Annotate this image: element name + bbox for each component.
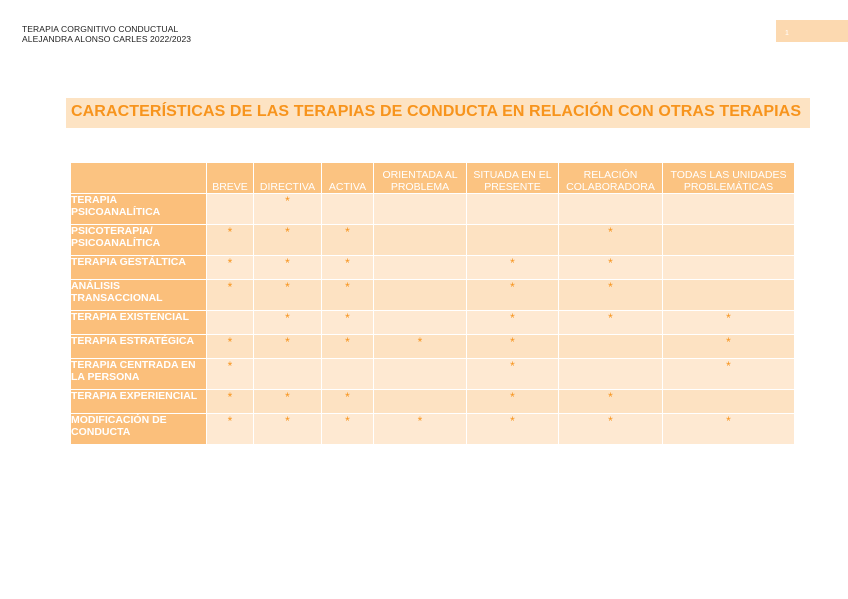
table-cell: *	[374, 335, 466, 358]
table-cell: *	[322, 256, 373, 279]
table-row-terapia-estrategica	[71, 335, 794, 358]
table-cell	[374, 256, 466, 279]
row-header: MODIFICACIÓN DE CONDUCTA	[71, 414, 206, 444]
table-cell: *	[559, 414, 662, 444]
table-cell	[663, 256, 794, 279]
document-header	[22, 24, 191, 44]
table-cell	[207, 194, 253, 224]
column-header-directiva: DIRECTIVA	[254, 163, 321, 193]
table-cell: *	[663, 414, 794, 444]
table-cell: *	[467, 414, 558, 444]
table-cell	[467, 194, 558, 224]
table-cell: *	[207, 225, 253, 255]
table-cell: *	[254, 194, 321, 224]
table-cell	[467, 225, 558, 255]
table-cell: *	[559, 256, 662, 279]
table-cell: *	[254, 335, 321, 358]
table-cell: *	[207, 359, 253, 389]
table-cell	[663, 194, 794, 224]
table-cell	[559, 359, 662, 389]
row-header: TERAPIA EXISTENCIAL	[71, 311, 206, 334]
table-cell: *	[322, 280, 373, 310]
column-header-situada-en-el-presente: SITUADA EN EL PRESENTE	[467, 163, 558, 193]
table-cell: *	[254, 256, 321, 279]
table-row-psicoterapia-psicoanalitica	[71, 225, 794, 255]
table-cell: *	[322, 335, 373, 358]
table-cell	[322, 359, 373, 389]
row-header: TERAPIA ESTRATÉGICA	[71, 335, 206, 358]
table-cell: *	[207, 280, 253, 310]
table-cell: *	[467, 311, 558, 334]
table-cell: *	[254, 311, 321, 334]
column-header-relacion-colaboradora: RELACIÓN COLABORADORA	[559, 163, 662, 193]
header-course-title: TERAPIA CORGNITIVO CONDUCTUAL	[22, 24, 179, 34]
table-cell: *	[254, 225, 321, 255]
therapies-comparison-table	[70, 162, 795, 445]
row-header: PSICOTERAPIA/ PSICOANALÍTICA	[71, 225, 206, 255]
table-cell	[663, 390, 794, 413]
table-cell: *	[467, 359, 558, 389]
table-cell	[559, 194, 662, 224]
table-cell	[374, 194, 466, 224]
table-cell	[254, 359, 321, 389]
table-cell: *	[207, 390, 253, 413]
table-header-row	[71, 163, 794, 193]
table-row-terapia-centrada-en-la-persona	[71, 359, 794, 389]
table-cell: *	[663, 359, 794, 389]
table-cell: *	[467, 256, 558, 279]
row-header: ANÁLISIS TRANSACCIONAL	[71, 280, 206, 310]
page-number-tab: 1	[776, 20, 848, 42]
table-row-analisis-transaccional	[71, 280, 794, 310]
row-header: TERAPIA EXPERIENCIAL	[71, 390, 206, 413]
table-cell: *	[559, 280, 662, 310]
table-cell: *	[663, 335, 794, 358]
table-cell	[374, 359, 466, 389]
table-cell	[374, 225, 466, 255]
table-cell: *	[559, 311, 662, 334]
table-cell	[374, 311, 466, 334]
table-cell: *	[254, 390, 321, 413]
header-author: ALEJANDRA ALONSO CARLES 2022/2023	[22, 34, 192, 44]
table-row-modificacion-de-conducta	[71, 414, 794, 444]
row-header: TERAPIA GESTÁLTICA	[71, 256, 206, 279]
table-cell: *	[467, 280, 558, 310]
column-header-activa: ACTIVA	[322, 163, 373, 193]
table-cell: *	[322, 225, 373, 255]
table-cell: *	[374, 414, 466, 444]
table-cell: *	[254, 280, 321, 310]
table-cell: *	[559, 225, 662, 255]
column-header-todas-las-unidades: TODAS LAS UNIDADES PROBLEMÁTICAS	[663, 163, 794, 193]
table-cell: *	[322, 311, 373, 334]
table-cell	[322, 194, 373, 224]
table-cell	[663, 280, 794, 310]
title-banner	[66, 98, 810, 128]
row-header: TERAPIA PSICOANALÍTICA	[71, 194, 206, 224]
table-corner-cell	[71, 163, 206, 193]
table-cell	[374, 280, 466, 310]
table-row-terapia-psicoanalitica	[71, 194, 794, 224]
table-cell	[559, 335, 662, 358]
table-cell: *	[663, 311, 794, 334]
table-cell: *	[207, 414, 253, 444]
table-cell: *	[559, 390, 662, 413]
table-cell: *	[207, 256, 253, 279]
table-cell: *	[207, 335, 253, 358]
table-cell: *	[254, 414, 321, 444]
table-cell	[207, 311, 253, 334]
page-title: CARACTERÍSTICAS DE LAS TERAPIAS DE CONDUCTA EN RELACIÓN CON OTRAS TERAPIAS	[71, 103, 802, 120]
column-header-orientada-al-problema: ORIENTADA AL PROBLEMA	[374, 163, 466, 193]
column-header-breve: BREVE	[207, 163, 253, 193]
table-row-terapia-experiencial	[71, 390, 794, 413]
table-cell: *	[467, 390, 558, 413]
table-cell: *	[322, 414, 373, 444]
table-cell	[374, 390, 466, 413]
table-cell: *	[322, 390, 373, 413]
table-cell	[663, 225, 794, 255]
table-row-terapia-existencial	[71, 311, 794, 334]
table-cell: *	[467, 335, 558, 358]
table-row-terapia-gestaltica	[71, 256, 794, 279]
row-header: TERAPIA CENTRADA EN LA PERSONA	[71, 359, 206, 389]
